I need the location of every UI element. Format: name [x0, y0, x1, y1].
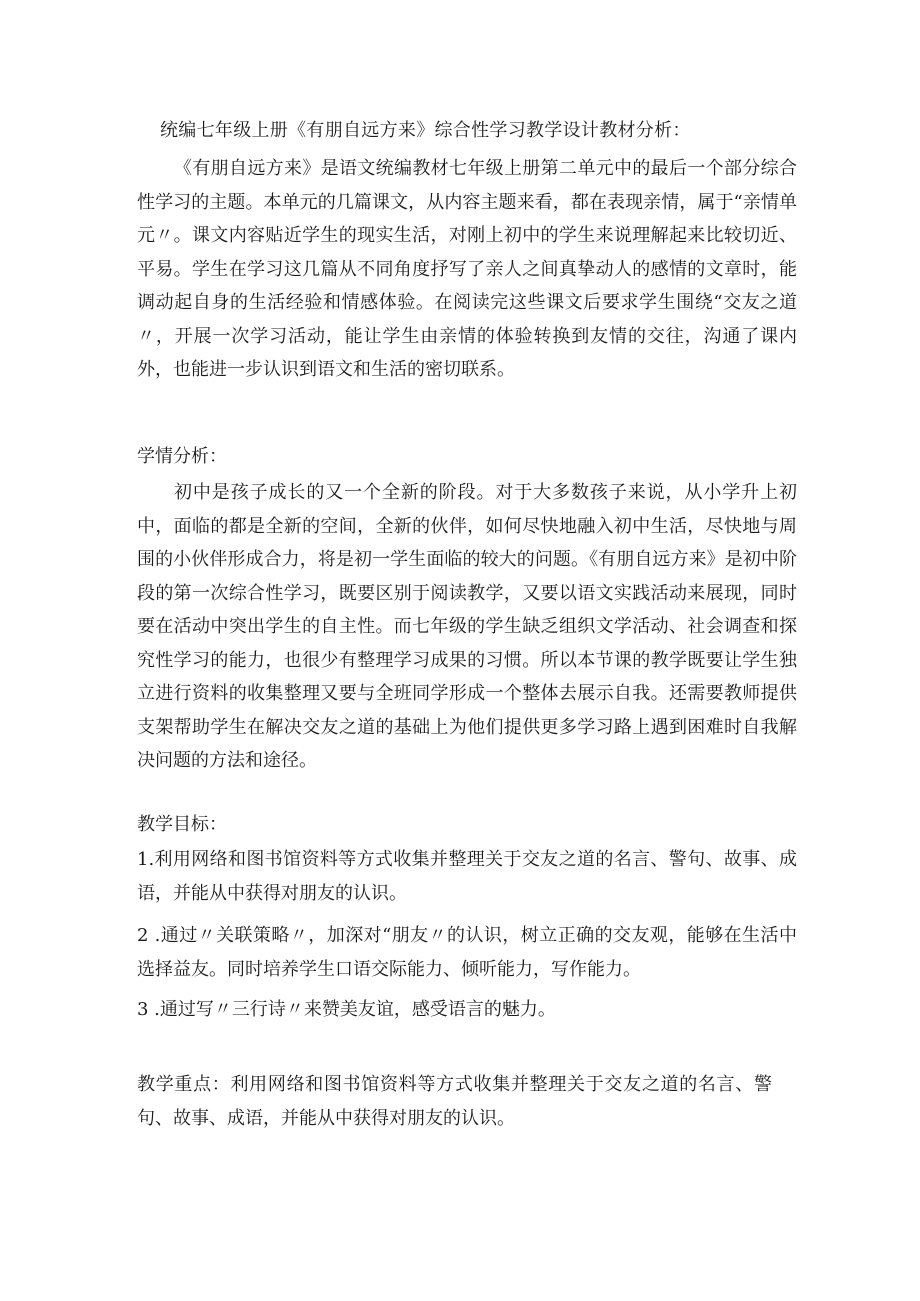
teaching-goal-3: 3 .通过写〃三行诗〃来赞美友谊，感受语言的魅力。	[137, 999, 556, 1020]
document-title: 统编七年级上册《有朋自远方来》综合性学习教学设计教材分析：	[160, 120, 691, 141]
teaching-goal-1: 1.利用网络和图书馆资料等方式收集并整理关于交友之道的名言、警句、故事、成语，并能从中获得对朋友的认识。	[137, 849, 797, 904]
student-analysis-paragraph: 初中是孩子成长的又一个全新的阶段。对于大多数孩子来说，从小学升上初中，面临的都是全新的空间，全新的伙伴，如何尽快地融入初中生活，尽快地与周围的小伙伴形成合力，将是初一学生面临的较大的问题。《有朋自远方来》是初中阶段的第一次综合性学习，既要区别于阅读教学，又要以语文实践活动来展现，同时要在活动中突出学生的自主性。而七年级的学生缺乏组织文学活动、社会调查和探究性学习的能力，也很少有整理学习成果的习惯。所以本节课的教学既要让学生独立进行资料的收集整理又要与全班同学形成一个整体去展示自我。还需要教师提供支架帮助学生在解决交友之道的基础上为他们提供更多学习路上遇到困难时自我解决问题的方法和途径。	[137, 482, 797, 771]
teaching-goal-2: 2 .通过〃关联策略〃，加深对“朋友〃的认识，树立正确的交友观，能够在生活中选择益友。同时培养学生口语交际能力、倾听能力，写作能力。	[137, 925, 797, 980]
teaching-goals-heading: 教学目标：	[137, 814, 227, 835]
student-analysis-heading: 学情分析：	[137, 446, 227, 467]
teaching-key-point: 教学重点：利用网络和图书馆资料等方式收集并整理关于交友之道的名言、警句、故事、成语，并能从中获得对朋友的认识。	[137, 1074, 772, 1129]
textbook-analysis-paragraph: 《有朋自远方来》是语文统编教材七年级上册第二单元中的最后一个部分综合性学习的主题。本单元的几篇课文，从内容主题来看，都在表现亲情，属于“亲情单元〃。课文内容贴近学生的现实生活，对刚上初中的学生来说理解起来比较切近、平易。学生在学习这几篇从不同角度抒写了亲人之间真挚动人的感情的文章时，能调动起自身的生活经验和情感体验。在阅读完这些课文后要求学生围绕“交友之道〃，开展一次学习活动，能让学生由亲情的体验转换到友情的交往，沟通了课内外，也能进一步认识到语文和生活的密切联系。	[137, 158, 797, 380]
